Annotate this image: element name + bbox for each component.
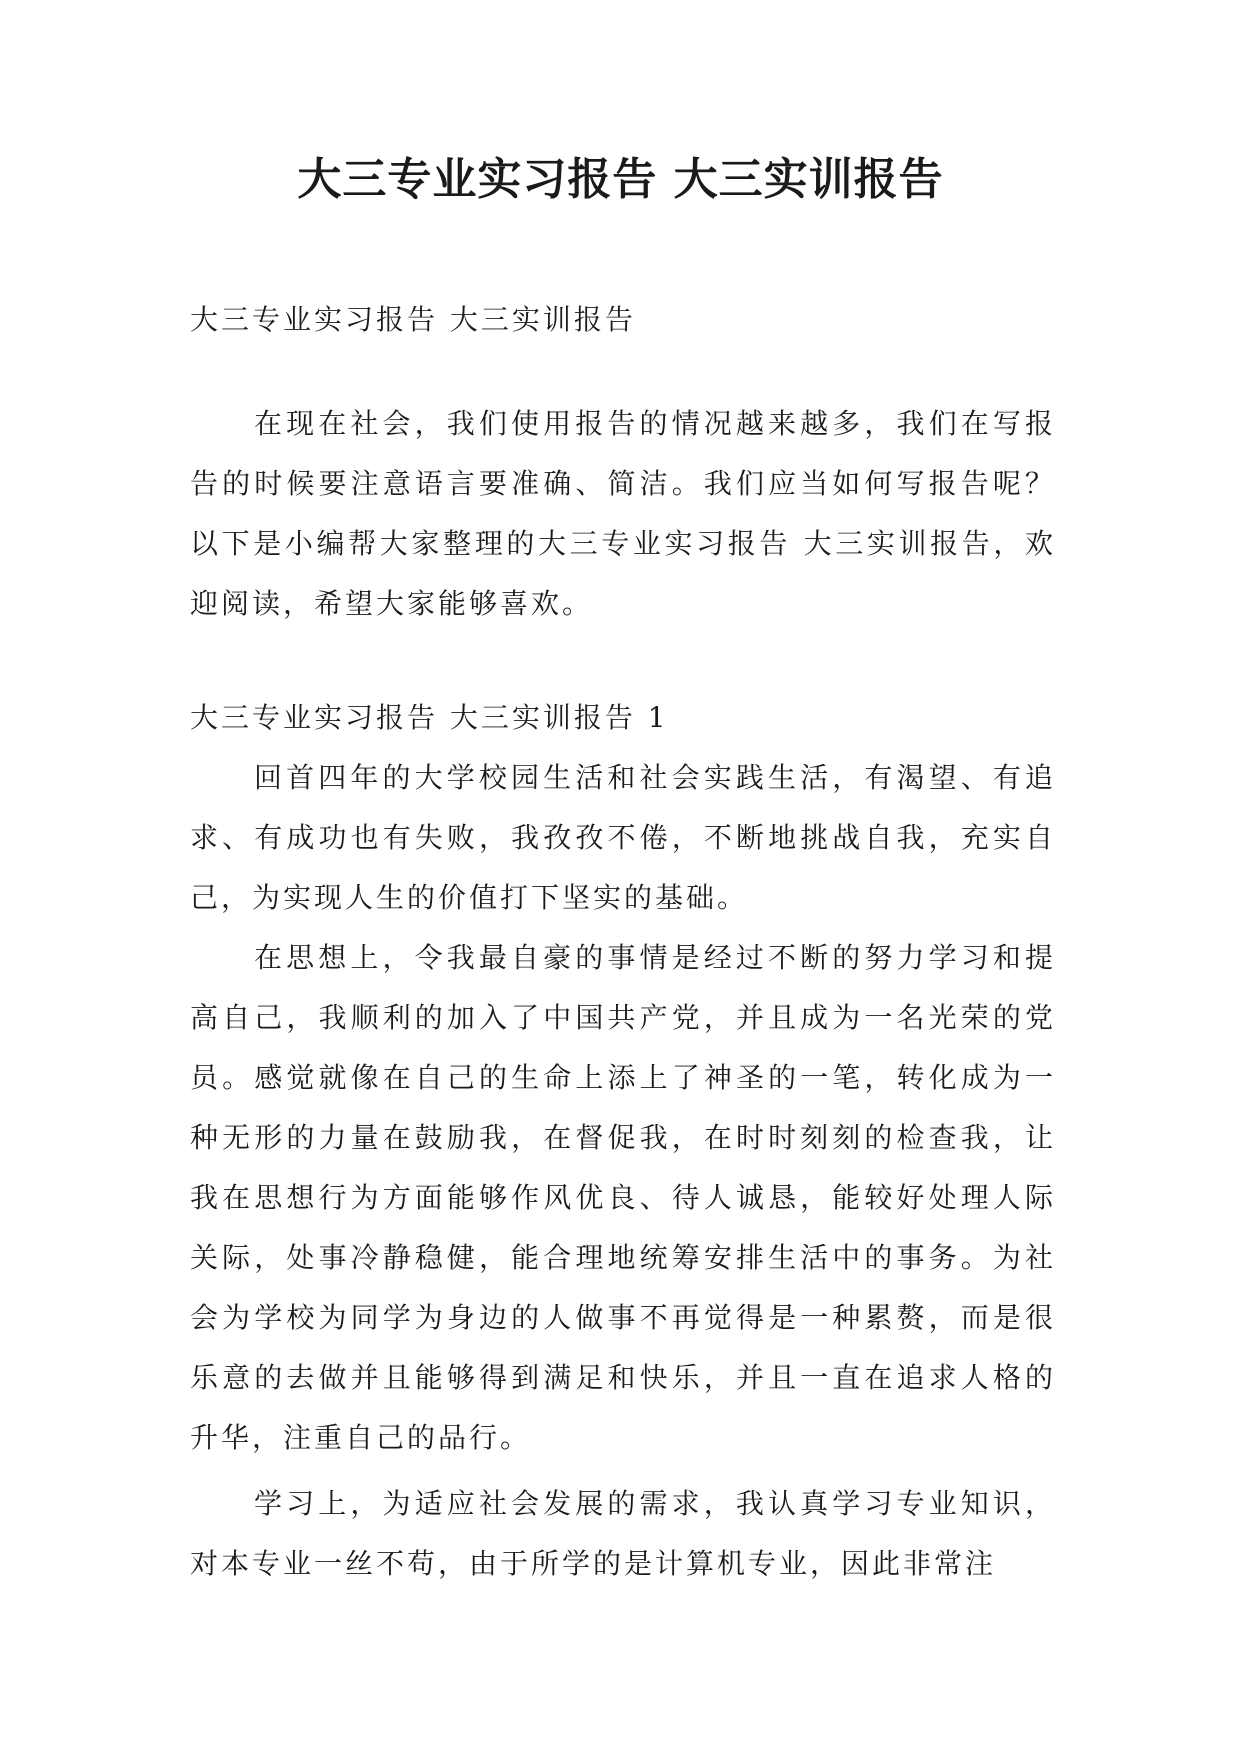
document-title: 大三专业实习报告 大三实训报告 <box>297 154 944 205</box>
section-heading: 大三专业实习报告 大三实训报告 1 <box>190 701 669 734</box>
body-paragraph: 回首四年的大学校园生活和社会实践生活，有渴望、有追求、有成功也有失败，我孜孜不倦，不断地挑战自我，充实自己，为实现人生的价值打下坚实的基础。 <box>190 761 1056 914</box>
document-subtitle: 大三专业实习报告 大三实训报告 <box>190 303 636 336</box>
body-paragraph: 在思想上，令我最自豪的事情是经过不断的努力学习和提高自己，我顺利的加入了中国共产党，并且成为一名光荣的党员。感觉就像在自己的生命上添上了神圣的一笔，转化成为一种无形的力量在鼓励我，在督促我，在时时刻刻的检查我，让我在思想行为方面能够作风优良、待人诚恳，能较好处理人际关际，处事冷静稳健，能合理地统筹安排生活中的事务。为社会为学校为同学为身边的人做事不再觉得是一种累赘，而是很乐意的去做并且能够得到满足和快乐，并且一直在追求人格的升华，注重自己的品行。 <box>190 941 1056 1454</box>
intro-paragraph: 在现在社会，我们使用报告的情况越来越多，我们在写报告的时候要注意语言要准确、简洁。我们应当如何写报告呢？以下是小编帮大家整理的大三专业实习报告 大三实训报告，欢迎阅读，希望大家能够喜欢。 <box>190 407 1056 620</box>
document-body <box>190 290 1056 1594</box>
body-paragraph: 学习上，为适应社会发展的需求，我认真学习专业知识，对本专业一丝不苟，由于所学的是计算机专业，因此非常注 <box>190 1487 1056 1580</box>
